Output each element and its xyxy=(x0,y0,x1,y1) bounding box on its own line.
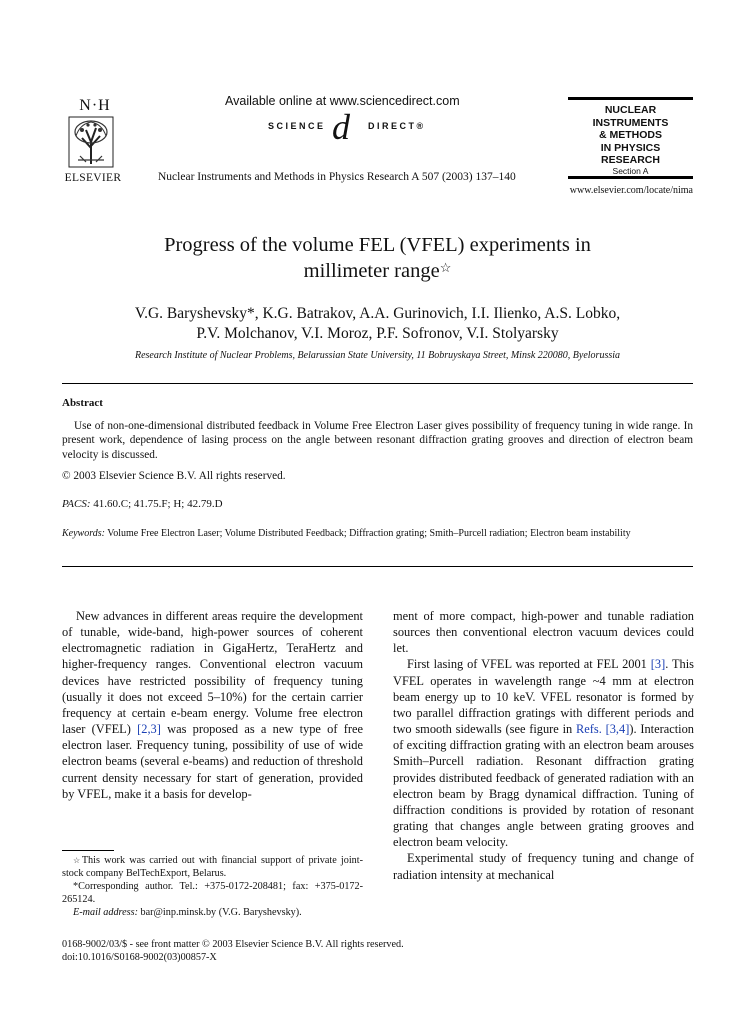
body-column-right xyxy=(393,608,694,883)
doi-line: doi:10.1016/S0168-9002(03)00857-X xyxy=(62,952,217,963)
keywords-line xyxy=(62,527,693,540)
pacs-label: PACS: xyxy=(62,498,91,510)
divider-bottom xyxy=(62,566,693,567)
title-line-2: millimeter range xyxy=(303,260,440,282)
author-list xyxy=(60,304,695,344)
paragraph: Experimental study of frequency tuning and change of radiation intensity at mechanical xyxy=(393,851,694,882)
publisher-mark: N·H xyxy=(79,97,111,114)
front-matter-line: 0168-9002/03/$ - see front matter © 2003 Elsevier Science B.V. All rights reserved. xyxy=(62,939,404,950)
authors-line-2: P.V. Molchanov, V.I. Moroz, P.F. Sofronov, V.I. Stolyarsky xyxy=(196,325,559,342)
article-title xyxy=(70,232,685,284)
pacs-line xyxy=(62,498,223,510)
abstract-copyright: © 2003 Elsevier Science B.V. All rights reserved. xyxy=(62,470,286,482)
journal-box-line: IN PHYSICS xyxy=(600,141,661,154)
journal-box-line: NUCLEAR xyxy=(604,104,657,116)
footnote xyxy=(62,906,363,919)
footnote-text: This work was carried out with financial support of private joint-stock company BelTechExport, Belarus. xyxy=(62,855,363,879)
divider-top xyxy=(62,383,693,384)
keywords-value: Volume Free Electron Laser; Volume Distributed Feedback; Diffraction grating; Smith–Purcell radiation; Electron beam instability xyxy=(104,528,631,539)
footnote: *Corresponding author. Tel.: +375-0172-208481; fax: +375-0172-265124. xyxy=(62,881,363,905)
journal-box-section: Section A xyxy=(612,165,649,176)
text-run: ). Interaction of exciting diffraction grating with an electron beam arouses Smith–Purcell radiation. Resonant diffraction grating provides distributed feedback of generated radiation with an electron beam by Bragg dynamical diffraction. Tuning of diffraction conditions is provided by rotation of resonant grating that changes angle between grating grooves and electron beam velocity. xyxy=(393,722,694,850)
footnote xyxy=(62,854,363,880)
sciencedirect-logo xyxy=(268,107,468,147)
front-matter xyxy=(62,938,404,964)
reference-link[interactable]: [3] xyxy=(650,657,666,672)
reference-link[interactable]: Refs. [3,4] xyxy=(576,722,630,737)
journal-box-line: RESEARCH xyxy=(601,154,660,167)
journal-citation: Nuclear Instruments and Methods in Physics Research A 507 (2003) 137–140 xyxy=(158,171,516,183)
footnotes xyxy=(62,854,363,919)
sciencedirect-right: DIRECT® xyxy=(368,121,426,131)
sciencedirect-left: SCIENCE xyxy=(268,121,326,131)
text-run: was proposed as a new type of free electron laser. Frequency tuning, possibility of use of wide electron beams (several e-beams) and reduction of threshold current density necessary for start of generation, provided by VFEL, make it a basis for develop- xyxy=(62,722,363,801)
journal-title-box xyxy=(568,97,693,179)
abstract-text xyxy=(62,419,693,462)
email-label: E-mail address: xyxy=(73,907,138,918)
journal-box-line: & METHODS xyxy=(599,129,662,142)
paragraph: ment of more compact, high-power and tunable radiation sources then conventional electron vacuum devices could let. xyxy=(393,609,694,656)
keywords-label: Keywords: xyxy=(62,528,105,539)
reference-link[interactable]: [2,3] xyxy=(137,722,161,737)
paragraph xyxy=(62,608,363,802)
journal-url: www.elsevier.com/locate/nima xyxy=(569,185,693,196)
text-run: First lasing of VFEL was reported at FEL 2001 xyxy=(407,657,651,672)
affiliation: Research Institute of Nuclear Problems, Belarussian State University, 11 Bobruyskaya Street, Minsk 220080, Byelorussia xyxy=(134,350,620,361)
title-footnote-star[interactable]: ☆ xyxy=(439,260,452,275)
text-run: . This VFEL operates in wavelength range ~4 mm at electron beam energy up to 10 keV. VFEL resonator is formed by two parallel diffraction gratings with different periods and two smooth sidewalls (see figure in xyxy=(393,657,695,737)
title-line-1: Progress of the volume FEL (VFEL) experiments in xyxy=(164,234,591,256)
authors-line-1: V.G. Baryshevsky*, K.G. Batrakov, A.A. Gurinovich, I.I. Ilienko, A.S. Lobko, xyxy=(134,305,621,322)
paragraph xyxy=(393,656,694,850)
text-run: New advances in different areas require the development of tunable, wide-band, high-power sources of coherent electromagnetic radiation in GigaHertz, TeraHertz and higher-frequency ranges. Conventional electron vacuum devices have restricted possibility of frequency tuning (usually it does not exceed 5–10%) for the certain carrier frequency at certain e-beam energy. Volume free electron laser (VFEL) xyxy=(62,609,363,737)
sciencedirect-d-mark: d xyxy=(332,107,350,147)
body-column-left xyxy=(62,608,363,802)
elsevier-tree-logo xyxy=(68,116,114,168)
pacs-value: 41.60.C; 41.75.F; H; 42.79.D xyxy=(90,498,223,510)
email-value[interactable]: bar@inp.minsk.by (V.G. Baryshevsky). xyxy=(138,907,302,918)
journal-box-line: INSTRUMENTS xyxy=(592,116,669,129)
footnote-rule xyxy=(62,850,114,851)
abstract-heading: Abstract xyxy=(62,397,103,409)
publisher-name: ELSEVIER xyxy=(64,172,122,184)
footnote-star: ☆ xyxy=(73,856,82,865)
available-online-text: Available online at www.sciencedirect.com xyxy=(225,94,460,108)
abstract-body: Use of non-one-dimensional distributed feedback in Volume Free Electron Laser gives possibility of frequency tuning in wide range. In present work, dependence of lasing process on the angle between resonant diffraction grating grooves and direction of electron beam velocity is discussed. xyxy=(62,420,693,461)
